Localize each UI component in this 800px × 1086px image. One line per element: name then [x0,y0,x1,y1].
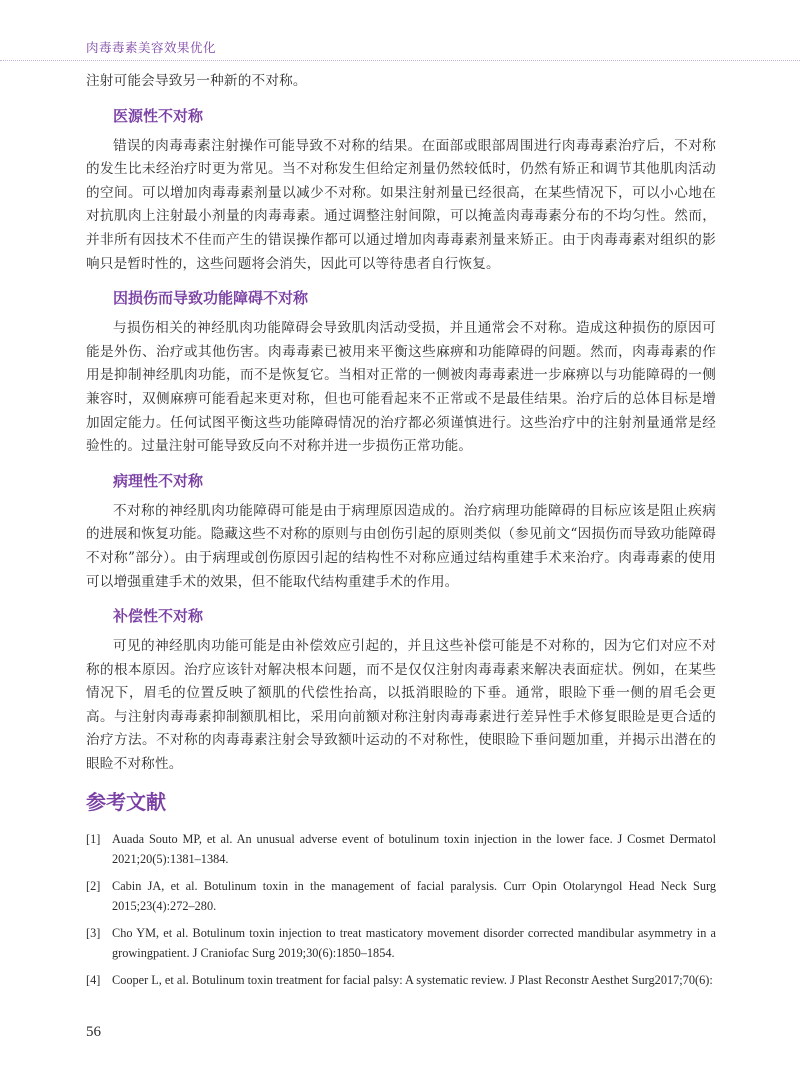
section-pathological [86,470,716,594]
references-list [86,829,716,990]
section-paragraph: 错误的肉毒毒素注射操作可能导致不对称的结果。在面部或眼部周围进行肉毒毒素治疗后，不对称的发生比未经治疗时更为常见。当不对称发生但给定剂量仍然较低时，仍然有矫正和调节其他肌肉活动的空间。可以增加肉毒毒素剂量以减少不对称。如果注射剂量已经很高，在某些情况下，可以小心地在对抗肌肉上注射最小剂量的肉毒毒素。通过调整注射间隙，可以掩盖肉毒毒素分布的不均匀性。然而，并非所有因技术不佳而产生的错误操作都可以通过增加肉毒毒素剂量来矫正。由于肉毒毒素对组织的影响只是暂时性的，这些问题将会消失，因此可以等待患者自行恢复。 [86,137,716,272]
section-paragraph: 与损伤相关的神经肌肉功能障碍会导致肌肉活动受损，并且通常会不对称。造成这种损伤的原因可能是外伤、治疗或其他伤害。肉毒毒素已被用来平衡这些麻痹和功能障碍的问题。然而，肉毒毒素的作用是抑制神经肌肉功能，而不是恢复它。当相对正常的一侧被肉毒毒素进一步麻痹以与功能障碍的一侧兼容时，双侧麻痹可能看起来更对称，但也可能看起来不正常或不是最佳结果。治疗后的总体目标是增加固定能力。任何试图平衡这些功能障碍情况的治疗都必须谨慎进行。这些治疗中的注射剂量通常是经验性的。过量注射可能导致反向不对称并进一步损伤正常功能。 [86,320,716,455]
section-iatrogenic [86,105,716,277]
section-title: 医源性不对称 [113,106,204,125]
references-heading: 参考文献 [86,789,166,814]
section-compensatory [86,605,716,777]
reference-item [86,829,716,869]
intro-continuation: 注射可能会导致另一种新的不对称。 [86,73,307,89]
section-injury [86,287,716,459]
reference-number: [3] [86,925,101,940]
page-body [86,70,716,997]
section-title: 补偿性不对称 [113,607,204,626]
reference-text: Cho YM, et al. Botulinum toxin injection to treat masticatory movement disorder corrected mandibular asymmetry in a growingpatient. J Craniofac Surg 2019;30(6):1850–1854. [112,925,716,960]
section-title: 因损伤而导致功能障碍不对称 [113,289,309,308]
section-paragraph: 不对称的神经肌肉功能障碍可能是由于病理原因造成的。治疗病理功能障碍的目标应该是阻止疾病的进展和恢复功能。隐藏这些不对称的原则与由创伤引起的原则类似（参见前文“因损伤而导致功能障碍不对称”部分）。由于病理或创伤原因引起的结构性不对称应通过结构重建手术来治疗。肉毒毒素的使用可以增强重建手术的效果，但不能取代结构重建手术的作用。 [86,502,716,590]
reference-text: Auada Souto MP, et al. An unusual adverse event of botulinum toxin injection in the lower face. J Cosmet Dermatol 2021;20(5):1381–1384. [112,831,716,866]
reference-item [86,970,716,990]
reference-text: Cabin JA, et al. Botulinum toxin in the management of facial paralysis. Curr Opin Otolaryngol Head Neck Surg 2015;23(4):272–280. [112,878,716,913]
header-divider [0,60,800,62]
reference-number: [2] [86,878,101,893]
reference-item [86,876,716,916]
section-title: 病理性不对称 [113,471,204,490]
reference-number: [1] [86,831,101,846]
section-paragraph: 可见的神经肌肉功能可能是由补偿效应引起的，并且这些补偿可能是不对称的，因为它们对应不对称的根本原因。治疗应该针对解决根本问题，而不是仅仅注射肉毒毒素来解决表面症状。例如，在某些情况下，眉毛的位置反映了额肌的代偿性抬高，以抵消眼睑的下垂。通常，眼睑下垂一侧的眉毛会更高。与注射肉毒毒素抑制额肌相比，采用向前额对称注射肉毒毒素进行差异性手术修复眼睑是更合适的治疗方法。不对称的肉毒毒素注射会导致额叶运动的不对称性，使眼睑下垂问题加重，并揭示出潜在的眼睑不对称性。 [86,638,716,773]
reference-item [86,923,716,963]
page-number: 56 [86,1024,101,1040]
running-title: 肉毒毒素美容效果优化 [86,40,217,55]
reference-text: Cooper L, et al. Botulinum toxin treatment for facial palsy: A systematic review. J Plast Reconstr Aesthet Surg2017;70(6): [112,972,713,987]
reference-number: [4] [86,972,101,987]
